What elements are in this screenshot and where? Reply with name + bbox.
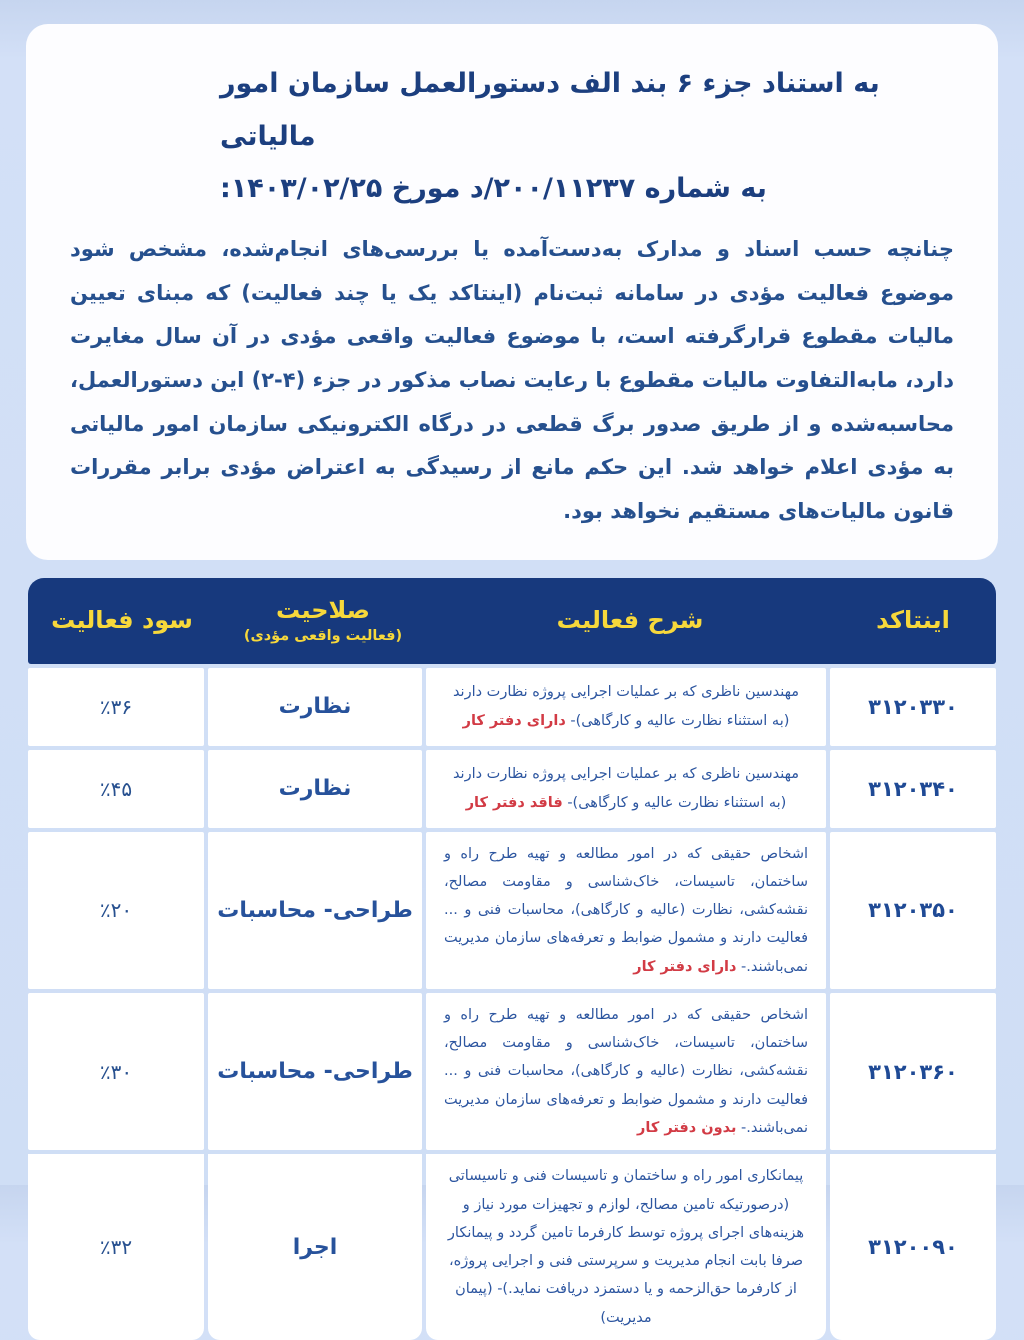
intacode-cell: ۳۱۲۰۳۳۰ bbox=[830, 668, 996, 746]
description-text: اشخاص حقیقی که در امور مطالعه و تهیه طرح راه و ساختمان، تاسیسات، خاک‌شناسی و مقاومت مصالح، نقشه‌کشی، نظارت (عالیه و کارگاهی)، محاسبات فنی و ... فعالیت دارند و مشمول ضوابط و تعرفه‌های سازمان مدیریت نمی‌باشند.- bbox=[444, 1006, 808, 1137]
table-body bbox=[28, 668, 996, 1340]
profit-cell: ٪۳۰ bbox=[28, 993, 204, 1150]
competence-cell: نظارت bbox=[208, 750, 422, 828]
directive-paragraph: چنانچه حسب اسناد و مدارک به‌دست‌آمده یا بررسی‌های انجام‌شده، مشخص شود موضوع فعالیت مؤدی در سامانه ثبت‌نام (اینتاکد یک یا چند فعالیت) که مبنای تعیین مالیات مقطوع قرارگرفته است، با موضوع فعالیت واقعی مؤدی در آن سال مغایرت دارد، مابه‌التفاوت مالیات مقطوع با رعایت نصاب مذکور در جزء (۴-۲) این دستورالعمل، محاسبه‌شده و از طریق صدور برگ قطعی در درگاه الکترونیکی سازمان امور مالیاتی به مؤدی اعلام خواهد شد. این حکم مانع از رسیدگی به اعتراض مؤدی برابر مقررات قانون مالیات‌های مستقیم نخواهد بود. bbox=[69, 236, 954, 523]
intacode-cell: ۳۱۲۰۰۹۰ bbox=[830, 1154, 996, 1340]
header-profit: سود فعالیت bbox=[51, 606, 193, 635]
competence-cell: اجرا bbox=[208, 1154, 422, 1340]
competence-cell: نظارت bbox=[208, 668, 422, 746]
description-text: مهندسین ناظری که بر عملیات اجرایی پروژه نظارت دارند (به استثناء نظارت عالیه و کارگاهی)- bbox=[452, 766, 800, 811]
directive-title-line1: به استناد جزء ۶ بند الف دستورالعمل سازمان امور مالیاتی bbox=[220, 68, 880, 152]
activity-table bbox=[28, 578, 996, 1340]
description-cell bbox=[426, 668, 826, 746]
competence-cell: طراحی- محاسبات bbox=[208, 993, 422, 1150]
intacode-cell: ۳۱۲۰۳۶۰ bbox=[830, 993, 996, 1150]
office-status-highlight: بدون دفتر کار bbox=[637, 1120, 737, 1137]
header-competence bbox=[216, 596, 430, 645]
profit-cell: ٪۴۵ bbox=[28, 750, 204, 828]
info-card bbox=[26, 24, 998, 560]
intacode-cell: ۳۱۲۰۳۵۰ bbox=[830, 832, 996, 989]
description-cell bbox=[426, 1154, 826, 1340]
header-intacode: اینتاکد bbox=[876, 606, 950, 635]
header-competence-sub: (فعالیت واقعی مؤدی) bbox=[243, 627, 403, 644]
office-status-highlight: فاقد دفتر کار bbox=[465, 794, 563, 811]
intacode-cell: ۳۱۲۰۳۴۰ bbox=[830, 750, 996, 828]
office-status-highlight: دارای دفتر کار bbox=[633, 958, 737, 975]
office-status-highlight: دارای دفتر کار bbox=[462, 712, 566, 729]
description-text: پیمانکاری امور راه و ساختمان و تاسیسات فنی و تاسیساتی (درصورتیکه تامین مصالح، لوازم و تجهیزات مورد نیاز و هزینه‌های اجرای پروژه توسط کارفرما تامین گردد و پیمانکار صرفا بابت انجام مدیریت و سرپرستی فنی و اجرایی پروژه، از کارفرما حق‌الزحمه و یا دستمزد دریافت نماید.)- (پیمان مدیریت) bbox=[447, 1168, 805, 1326]
description-text: مهندسین ناظری که بر عملیات اجرایی پروژه نظارت دارند (به استثناء نظارت عالیه و کارگاهی)- bbox=[452, 684, 800, 729]
directive-title bbox=[220, 58, 970, 216]
competence-cell: طراحی- محاسبات bbox=[208, 832, 422, 989]
description-cell bbox=[426, 993, 826, 1150]
header-competence-main: صلاحیت bbox=[276, 596, 370, 625]
directive-title-line2: به شماره ۲۰۰/۱۱۲۳۷/د مورخ ۱۴۰۳/۰۲/۲۵: bbox=[220, 173, 767, 205]
table-header-row bbox=[28, 578, 996, 664]
profit-cell: ٪۲۰ bbox=[28, 832, 204, 989]
page bbox=[0, 24, 1024, 1326]
description-text: اشخاص حقیقی که در امور مطالعه و تهیه طرح راه و ساختمان، تاسیسات، خاک‌شناسی و مقاومت مصالح، نقشه‌کشی، نظارت (عالیه و کارگاهی)، محاسبات فنی و ... فعالیت دارند و مشمول ضوابط و تعرفه‌های سازمان مدیریت نمی‌باشند.- bbox=[444, 845, 808, 975]
description-cell bbox=[426, 832, 826, 989]
profit-cell: ٪۳۲ bbox=[28, 1154, 204, 1340]
profit-cell: ٪۳۶ bbox=[28, 668, 204, 746]
description-cell bbox=[426, 750, 826, 828]
header-description: شرح فعالیت bbox=[556, 606, 704, 635]
